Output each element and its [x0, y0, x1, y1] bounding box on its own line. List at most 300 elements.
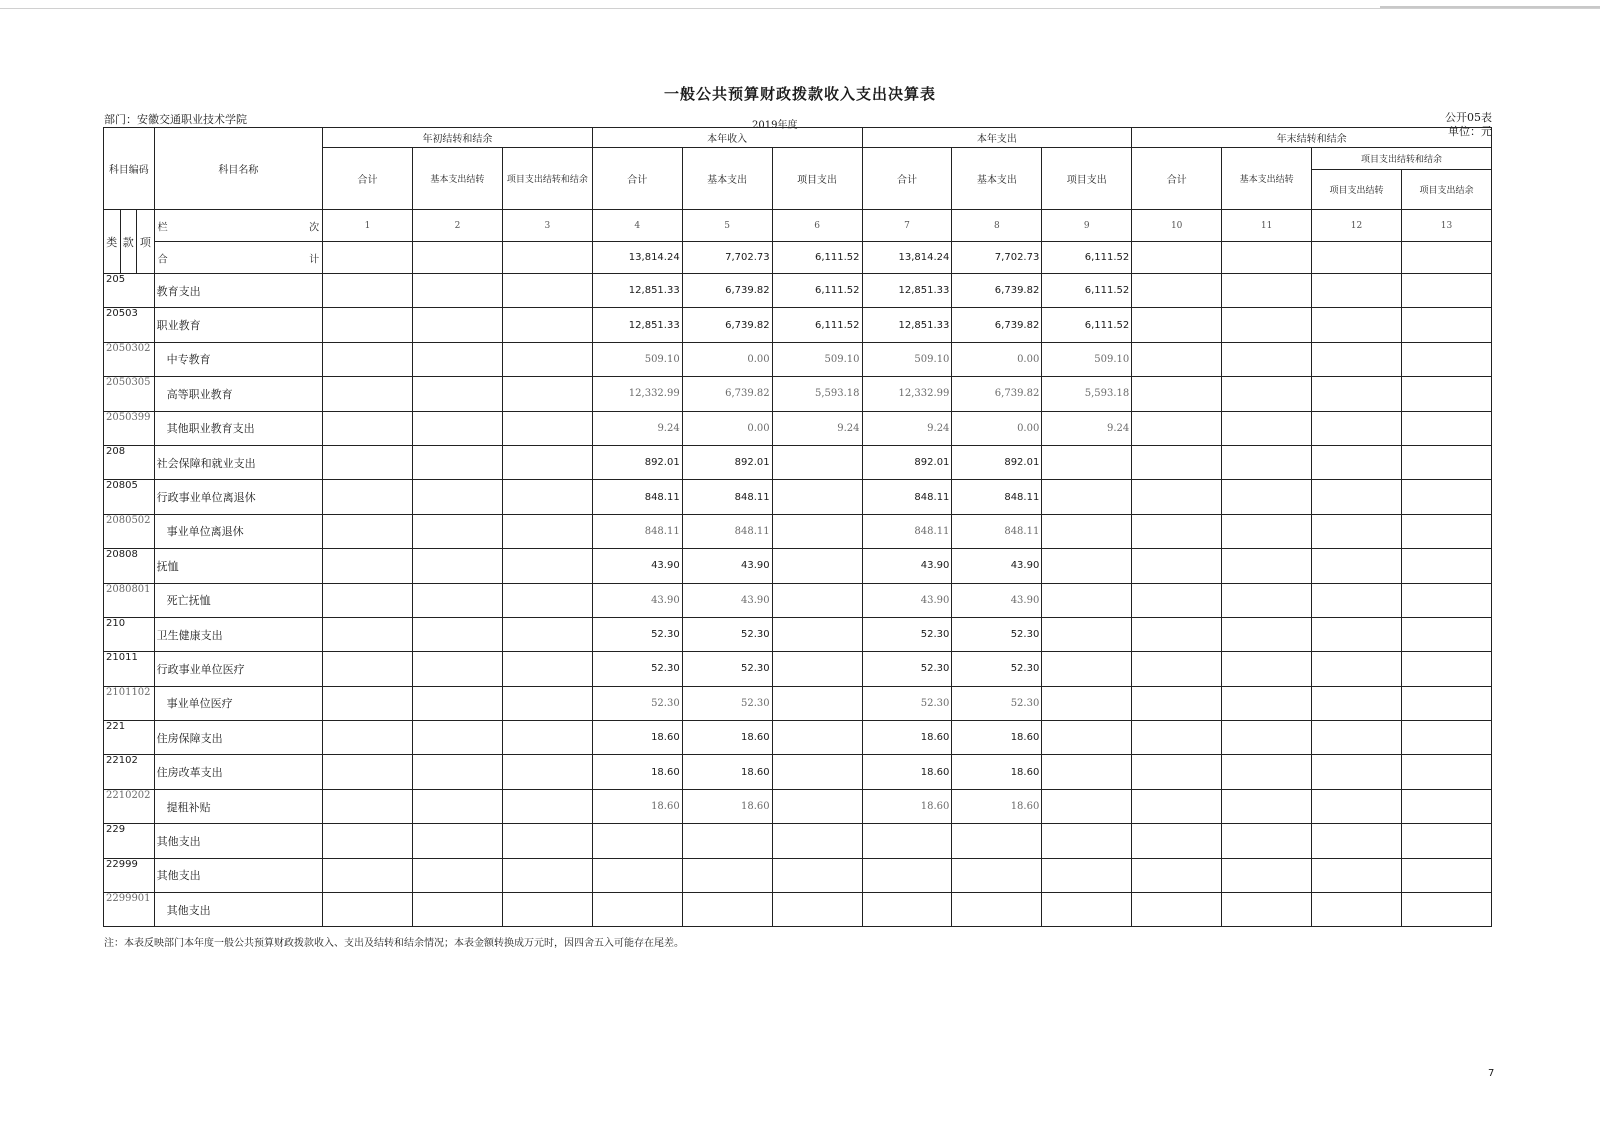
row-value: 892.01 [592, 445, 682, 479]
row-value [323, 617, 413, 651]
row-value [323, 789, 413, 823]
row-value [502, 549, 592, 583]
row-value [1132, 549, 1222, 583]
row-value [862, 824, 952, 858]
table-row [104, 274, 1492, 308]
row-code: 2080502 [104, 514, 155, 548]
row-value [1132, 686, 1222, 720]
row-value: 9.24 [772, 411, 862, 445]
row-value [772, 789, 862, 823]
row-value [323, 549, 413, 583]
row-value [1132, 342, 1222, 376]
header-begin-total: 合计 [323, 148, 413, 210]
row-value [1132, 480, 1222, 514]
header-begin-basic-carry: 基本支出结转 [412, 148, 502, 210]
row-name: 行政事业单位医疗 [154, 652, 322, 686]
table-row [104, 617, 1492, 651]
row-value: 9.24 [1042, 411, 1132, 445]
row-value [323, 686, 413, 720]
page-title: 一般公共预算财政拨款收入支出决算表 [663, 85, 936, 103]
row-name: 住房保障支出 [154, 721, 322, 755]
header-income-project: 项目支出 [772, 148, 862, 210]
row-value [772, 893, 862, 927]
row-value [412, 721, 502, 755]
row-value [412, 308, 502, 342]
row-value [1401, 686, 1491, 720]
row-value [412, 583, 502, 617]
table-row [104, 445, 1492, 479]
row-value: 18.60 [592, 789, 682, 823]
row-code: 21011 [104, 652, 155, 686]
scan-edge-line-right [1380, 6, 1600, 8]
total-cell: 13,814.24 [592, 242, 682, 274]
row-value [592, 858, 682, 892]
row-name: 其他职业教育支出 [154, 411, 322, 445]
col-no-3: 3 [502, 210, 592, 242]
row-value: 52.30 [592, 652, 682, 686]
row-code: 20503 [104, 308, 155, 342]
header-end-project-carry: 项目支出结转 [1312, 170, 1402, 210]
row-value: 848.11 [952, 480, 1042, 514]
row-value: 18.60 [862, 755, 952, 789]
row-code: 210 [104, 617, 155, 651]
row-value: 18.60 [952, 789, 1042, 823]
table-row [104, 411, 1492, 445]
row-value [502, 824, 592, 858]
row-value [502, 377, 592, 411]
row-value [323, 514, 413, 548]
row-value: 12,851.33 [592, 308, 682, 342]
row-value [1222, 377, 1312, 411]
row-value [1222, 274, 1312, 308]
col-no-10: 10 [1132, 210, 1222, 242]
row-value [323, 445, 413, 479]
header-group-begin: 年初结转和结余 [323, 128, 593, 148]
scan-edge-line [0, 8, 1600, 9]
row-name: 住房改革支出 [154, 755, 322, 789]
row-value: 848.11 [682, 514, 772, 548]
row-value [1132, 411, 1222, 445]
row-name: 提租补贴 [154, 789, 322, 823]
row-name: 中专教育 [154, 342, 322, 376]
row-value [1312, 480, 1402, 514]
row-value: 52.30 [952, 652, 1042, 686]
row-name: 事业单位医疗 [154, 686, 322, 720]
row-value: 848.11 [862, 480, 952, 514]
row-value: 18.60 [862, 789, 952, 823]
row-value: 0.00 [682, 342, 772, 376]
row-value: 43.90 [592, 583, 682, 617]
row-value [502, 652, 592, 686]
row-value [682, 858, 772, 892]
row-value [1222, 411, 1312, 445]
row-value [412, 893, 502, 927]
ji-label: 计 [309, 254, 320, 265]
table-row [104, 686, 1492, 720]
cat-xiang: 项 [137, 210, 155, 274]
row-value [1401, 858, 1491, 892]
row-value [772, 445, 862, 479]
row-name: 行政事业单位离退休 [154, 480, 322, 514]
row-value [412, 514, 502, 548]
table-row [104, 549, 1492, 583]
table-row [104, 377, 1492, 411]
row-value [1132, 617, 1222, 651]
row-value: 18.60 [952, 721, 1042, 755]
row-value [862, 858, 952, 892]
row-value [502, 274, 592, 308]
row-value [323, 721, 413, 755]
row-value [592, 893, 682, 927]
total-cell [1132, 242, 1222, 274]
row-code: 20805 [104, 480, 155, 514]
row-value [1401, 274, 1491, 308]
row-name: 卫生健康支出 [154, 617, 322, 651]
row-value [1312, 514, 1402, 548]
row-value [1312, 583, 1402, 617]
row-value [1312, 411, 1402, 445]
row-name: 其他支出 [154, 893, 322, 927]
row-value [1042, 721, 1132, 755]
row-value [502, 480, 592, 514]
total-cell [502, 242, 592, 274]
row-code: 2299901 [104, 893, 155, 927]
row-value: 509.10 [592, 342, 682, 376]
row-value: 52.30 [592, 617, 682, 651]
row-value [1222, 652, 1312, 686]
header-expense-basic: 基本支出 [952, 148, 1042, 210]
row-value [502, 583, 592, 617]
header-income-basic: 基本支出 [682, 148, 772, 210]
department-label: 部门：安徽交通职业技术学院 [104, 113, 247, 126]
row-code: 22102 [104, 755, 155, 789]
header-end-total: 合计 [1132, 148, 1222, 210]
col-no-6: 6 [772, 210, 862, 242]
row-value [1401, 411, 1491, 445]
row-code: 2050399 [104, 411, 155, 445]
heji-cell [154, 242, 322, 274]
row-name: 教育支出 [154, 274, 322, 308]
ci-label: 次 [309, 222, 320, 233]
total-cell [412, 242, 502, 274]
row-value [323, 755, 413, 789]
row-value [1132, 893, 1222, 927]
row-value [1042, 617, 1132, 651]
row-value [323, 274, 413, 308]
row-code: 2210202 [104, 789, 155, 823]
row-value [1312, 858, 1402, 892]
row-value [1222, 480, 1312, 514]
row-value: 12,332.99 [862, 377, 952, 411]
row-value: 9.24 [862, 411, 952, 445]
row-value [412, 480, 502, 514]
row-value [412, 824, 502, 858]
row-value [412, 686, 502, 720]
row-code: 2050305 [104, 377, 155, 411]
row-value [1042, 824, 1132, 858]
row-value: 43.90 [682, 583, 772, 617]
header-end-basic-carry: 基本支出结转 [1222, 148, 1312, 210]
total-cell: 6,111.52 [772, 242, 862, 274]
column-number-row [104, 210, 1492, 242]
row-value: 43.90 [862, 549, 952, 583]
row-value [502, 617, 592, 651]
total-cell [1222, 242, 1312, 274]
row-value [772, 858, 862, 892]
table-row [104, 858, 1492, 892]
cat-lei: 类 [104, 210, 121, 274]
totals-row [104, 242, 1492, 274]
lan-label: 栏 [157, 222, 168, 233]
row-value: 18.60 [682, 755, 772, 789]
col-no-11: 11 [1222, 210, 1312, 242]
row-name: 其他支出 [154, 824, 322, 858]
row-value [323, 858, 413, 892]
row-value: 5,593.18 [772, 377, 862, 411]
row-value: 52.30 [952, 617, 1042, 651]
row-value [1312, 893, 1402, 927]
row-code: 2101102 [104, 686, 155, 720]
row-value [1042, 445, 1132, 479]
total-cell [1401, 242, 1491, 274]
row-value: 6,111.52 [772, 274, 862, 308]
col-no-9: 9 [1042, 210, 1132, 242]
row-value [1401, 445, 1491, 479]
row-value: 6,739.82 [682, 308, 772, 342]
row-value [502, 858, 592, 892]
row-value: 43.90 [682, 549, 772, 583]
row-value [772, 824, 862, 858]
row-value [772, 480, 862, 514]
row-value [1042, 652, 1132, 686]
row-value [502, 308, 592, 342]
row-value [1042, 686, 1132, 720]
row-value [1401, 549, 1491, 583]
row-value [1401, 721, 1491, 755]
row-code: 20808 [104, 549, 155, 583]
row-value: 52.30 [682, 617, 772, 651]
col-no-12: 12 [1312, 210, 1402, 242]
row-value: 0.00 [952, 411, 1042, 445]
row-value [1312, 274, 1402, 308]
row-value [1132, 789, 1222, 823]
header-expense-project: 项目支出 [1042, 148, 1132, 210]
row-name: 社会保障和就业支出 [154, 445, 322, 479]
col-no-8: 8 [952, 210, 1042, 242]
lanci-cell [154, 210, 322, 242]
row-value [1042, 789, 1132, 823]
row-value [772, 686, 862, 720]
col-no-13: 13 [1401, 210, 1491, 242]
header-name: 科目名称 [154, 128, 322, 210]
row-value: 6,739.82 [952, 377, 1042, 411]
row-value: 52.30 [682, 686, 772, 720]
row-value [1401, 652, 1491, 686]
row-value [862, 893, 952, 927]
row-value [1401, 514, 1491, 548]
row-value [772, 583, 862, 617]
form-code-label: 公开05表 [1445, 111, 1492, 124]
row-value [1042, 514, 1132, 548]
row-name: 高等职业教育 [154, 377, 322, 411]
row-value [592, 824, 682, 858]
col-no-4: 4 [592, 210, 682, 242]
row-value [952, 824, 1042, 858]
row-value [502, 342, 592, 376]
he-label: 合 [157, 254, 168, 265]
row-value [1222, 342, 1312, 376]
row-value: 43.90 [862, 583, 952, 617]
row-value [1312, 686, 1402, 720]
row-value: 509.10 [862, 342, 952, 376]
row-value [1312, 652, 1402, 686]
row-value [952, 858, 1042, 892]
row-value [1401, 789, 1491, 823]
col-no-5: 5 [682, 210, 772, 242]
row-value: 509.10 [1042, 342, 1132, 376]
row-value [412, 445, 502, 479]
row-value [412, 342, 502, 376]
total-cell: 13,814.24 [862, 242, 952, 274]
total-cell [1312, 242, 1402, 274]
row-value: 848.11 [952, 514, 1042, 548]
row-value [1132, 445, 1222, 479]
row-value [1222, 583, 1312, 617]
cat-kuan: 款 [120, 210, 137, 274]
row-value [1222, 755, 1312, 789]
row-value [772, 617, 862, 651]
row-value: 0.00 [682, 411, 772, 445]
row-value [682, 893, 772, 927]
row-value: 509.10 [772, 342, 862, 376]
row-value [772, 652, 862, 686]
row-value [1401, 480, 1491, 514]
row-name: 事业单位离退休 [154, 514, 322, 548]
row-value [1312, 824, 1402, 858]
unit-label: 单位：元 [1448, 125, 1492, 138]
row-value: 892.01 [682, 445, 772, 479]
row-code: 221 [104, 721, 155, 755]
row-value [952, 893, 1042, 927]
row-value [772, 514, 862, 548]
row-value [1222, 549, 1312, 583]
total-cell [323, 242, 413, 274]
row-value: 892.01 [952, 445, 1042, 479]
row-value [1312, 549, 1402, 583]
row-value [502, 893, 592, 927]
row-value [1401, 308, 1491, 342]
row-value [502, 514, 592, 548]
row-value [1132, 274, 1222, 308]
row-value: 12,851.33 [592, 274, 682, 308]
row-value [1401, 824, 1491, 858]
budget-table [103, 127, 1492, 927]
row-value [1312, 445, 1402, 479]
row-value [1132, 583, 1222, 617]
row-value [502, 789, 592, 823]
row-value: 6,739.82 [682, 377, 772, 411]
row-value [323, 824, 413, 858]
row-value [1222, 514, 1312, 548]
row-value [412, 377, 502, 411]
row-value [323, 411, 413, 445]
row-value [1042, 583, 1132, 617]
row-value [1312, 789, 1402, 823]
row-value [502, 721, 592, 755]
row-value: 43.90 [592, 549, 682, 583]
row-value [1132, 514, 1222, 548]
header-income-total: 合计 [592, 148, 682, 210]
row-value [412, 789, 502, 823]
row-value [502, 755, 592, 789]
header-row-groups [104, 128, 1492, 148]
row-value: 848.11 [592, 480, 682, 514]
header-code: 科目编码 [104, 128, 155, 210]
row-value [1222, 721, 1312, 755]
row-value [412, 755, 502, 789]
row-name: 死亡抚恤 [154, 583, 322, 617]
row-value [502, 411, 592, 445]
col-no-2: 2 [412, 210, 502, 242]
header-expense-total: 合计 [862, 148, 952, 210]
row-value [1132, 721, 1222, 755]
header-begin-project-carry-balance: 项目支出结转和结余 [502, 148, 592, 210]
row-value [1312, 342, 1402, 376]
row-value: 5,593.18 [1042, 377, 1132, 411]
table-row [104, 652, 1492, 686]
row-code: 208 [104, 445, 155, 479]
row-value: 0.00 [952, 342, 1042, 376]
row-code: 2050302 [104, 342, 155, 376]
row-code: 205 [104, 274, 155, 308]
row-value: 52.30 [862, 617, 952, 651]
table-row [104, 789, 1492, 823]
row-value: 52.30 [592, 686, 682, 720]
row-value [1222, 617, 1312, 651]
row-value [1132, 652, 1222, 686]
row-value: 848.11 [592, 514, 682, 548]
row-value: 9.24 [592, 411, 682, 445]
table-row [104, 514, 1492, 548]
row-value: 18.60 [682, 721, 772, 755]
row-value [1222, 893, 1312, 927]
row-value [1132, 308, 1222, 342]
row-value [323, 308, 413, 342]
row-value [1132, 755, 1222, 789]
row-value: 848.11 [862, 514, 952, 548]
row-value [1132, 858, 1222, 892]
row-value [772, 549, 862, 583]
row-value [1312, 617, 1402, 651]
row-value [772, 755, 862, 789]
row-value: 848.11 [682, 480, 772, 514]
footnote: 注：本表反映部门本年度一般公共预算财政拨款收入、支出及结转和结余情况；本表金额转换成万元时，因四舍五入可能存在尾差。 [104, 938, 684, 949]
row-value: 12,332.99 [592, 377, 682, 411]
page-number: 7 [1488, 1068, 1495, 1079]
row-name: 抚恤 [154, 549, 322, 583]
row-value: 18.60 [952, 755, 1042, 789]
row-value [1222, 686, 1312, 720]
row-value [412, 858, 502, 892]
row-value: 18.60 [592, 721, 682, 755]
row-value [1222, 789, 1312, 823]
table-row [104, 721, 1492, 755]
row-value: 6,739.82 [952, 308, 1042, 342]
header-group-end: 年末结转和结余 [1132, 128, 1492, 148]
row-value [1042, 893, 1132, 927]
row-value [1042, 549, 1132, 583]
row-value [412, 274, 502, 308]
